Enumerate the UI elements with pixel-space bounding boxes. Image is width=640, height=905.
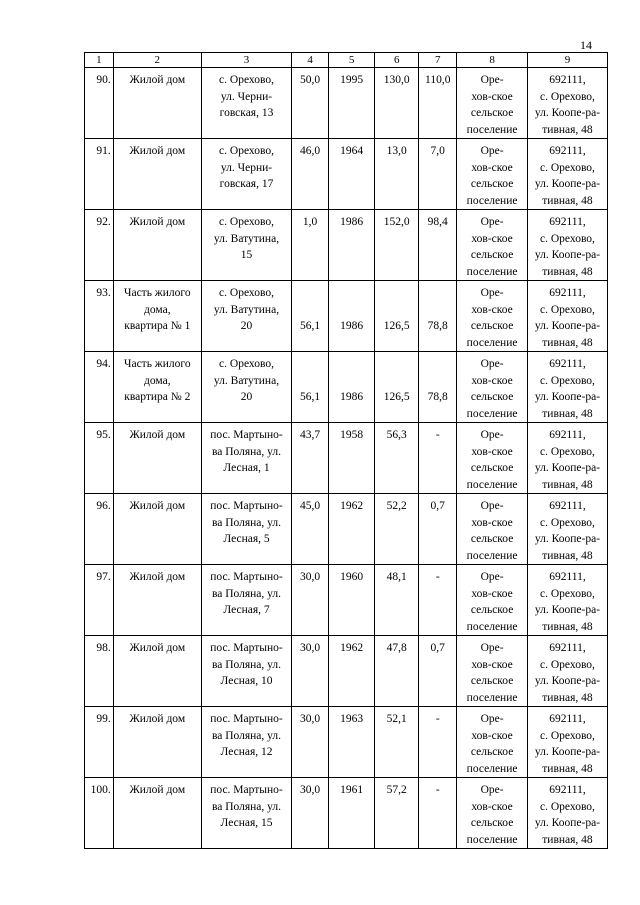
row-number: 95. [85, 423, 114, 494]
row-number: 93. [85, 281, 114, 352]
holder-address: 692111, с. Орехово, ул. Коопе-ра- тивная, 48 [527, 281, 607, 352]
year-value: 1962 [329, 494, 375, 565]
row-number: 100. [85, 778, 114, 849]
holder-address: 692111, с. Орехово, ул. Коопе-ра- тивная, 48 [527, 565, 607, 636]
object-address: с. Орехово, ул. Черни- говская, 17 [201, 139, 291, 210]
holder-address: 692111, с. Орехово, ул. Коопе-ра- тивная, 48 [527, 636, 607, 707]
object-address: с. Орехово, ул. Черни- говская, 13 [201, 68, 291, 139]
area-value: 56,1 [292, 352, 329, 423]
column-6-value: 47,8 [375, 636, 419, 707]
object-address: пос. Мартыно- ва Поляна, ул. Лесная, 1 [201, 423, 291, 494]
column-7-value: - [419, 778, 457, 849]
table-row [85, 423, 608, 494]
object-name: Жилой дом [113, 707, 201, 778]
year-value: 1958 [329, 423, 375, 494]
year-value: 1995 [329, 68, 375, 139]
column-header: 2 [113, 53, 201, 68]
column-7-value: - [419, 423, 457, 494]
object-name: Жилой дом [113, 68, 201, 139]
column-7-value: - [419, 707, 457, 778]
column-6-value: 52,2 [375, 494, 419, 565]
column-header: 1 [85, 53, 114, 68]
holder-address: 692111, с. Орехово, ул. Коопе-ра- тивная, 48 [527, 139, 607, 210]
object-address: пос. Мартыно- ва Поляна, ул. Лесная, 10 [201, 636, 291, 707]
page-number: 14 [580, 38, 592, 52]
settlement-name: Оре- хов-ское сельское поселение [457, 210, 528, 281]
column-6-value: 13,0 [375, 139, 419, 210]
row-number: 97. [85, 565, 114, 636]
column-7-value: 110,0 [419, 68, 457, 139]
column-header: 4 [292, 53, 329, 68]
row-number: 96. [85, 494, 114, 565]
row-number: 99. [85, 707, 114, 778]
area-value: 30,0 [292, 778, 329, 849]
year-value: 1964 [329, 139, 375, 210]
area-value: 30,0 [292, 565, 329, 636]
table-row [85, 494, 608, 565]
object-name: Жилой дом [113, 565, 201, 636]
column-6-value: 57,2 [375, 778, 419, 849]
year-value: 1960 [329, 565, 375, 636]
column-6-value: 130,0 [375, 68, 419, 139]
area-value: 43,7 [292, 423, 329, 494]
column-header: 7 [419, 53, 457, 68]
column-header: 8 [457, 53, 528, 68]
table-row [85, 68, 608, 139]
holder-address: 692111, с. Орехово, ул. Коопе-ра- тивная, 48 [527, 68, 607, 139]
column-number-row [85, 53, 608, 68]
year-value: 1961 [329, 778, 375, 849]
year-value: 1986 [329, 352, 375, 423]
area-value: 30,0 [292, 707, 329, 778]
settlement-name: Оре- хов-ское сельское поселение [457, 281, 528, 352]
settlement-name: Оре- хов-ское сельское поселение [457, 352, 528, 423]
settlement-name: Оре- хов-ское сельское поселение [457, 68, 528, 139]
object-address: пос. Мартыно- ва Поляна, ул. Лесная, 5 [201, 494, 291, 565]
settlement-name: Оре- хов-ское сельское поселение [457, 565, 528, 636]
holder-address: 692111, с. Орехово, ул. Коопе-ра- тивная, 48 [527, 778, 607, 849]
object-address: с. Орехово, ул. Ватутина, 20 [201, 281, 291, 352]
year-value: 1986 [329, 281, 375, 352]
holder-address: 692111, с. Орехово, ул. Коопе-ра- тивная, 48 [527, 352, 607, 423]
table-row [85, 565, 608, 636]
area-value: 1,0 [292, 210, 329, 281]
column-7-value: 0,7 [419, 494, 457, 565]
table-row [85, 139, 608, 210]
holder-address: 692111, с. Орехово, ул. Коопе-ра- тивная, 48 [527, 707, 607, 778]
column-7-value: 78,8 [419, 352, 457, 423]
column-header: 5 [329, 53, 375, 68]
column-6-value: 56,3 [375, 423, 419, 494]
area-value: 30,0 [292, 636, 329, 707]
year-value: 1962 [329, 636, 375, 707]
column-6-value: 48,1 [375, 565, 419, 636]
table-row [85, 778, 608, 849]
table-row [85, 281, 608, 352]
settlement-name: Оре- хов-ское сельское поселение [457, 707, 528, 778]
settlement-name: Оре- хов-ское сельское поселение [457, 778, 528, 849]
settlement-name: Оре- хов-ское сельское поселение [457, 636, 528, 707]
table-row [85, 210, 608, 281]
row-number: 92. [85, 210, 114, 281]
object-name: Жилой дом [113, 210, 201, 281]
column-7-value: 0,7 [419, 636, 457, 707]
column-6-value: 152,0 [375, 210, 419, 281]
column-header: 9 [527, 53, 607, 68]
object-address: пос. Мартыно- ва Поляна, ул. Лесная, 7 [201, 565, 291, 636]
year-value: 1963 [329, 707, 375, 778]
column-6-value: 126,5 [375, 352, 419, 423]
object-name: Жилой дом [113, 423, 201, 494]
settlement-name: Оре- хов-ское сельское поселение [457, 494, 528, 565]
holder-address: 692111, с. Орехово, ул. Коопе-ра- тивная, 48 [527, 210, 607, 281]
object-name: Жилой дом [113, 636, 201, 707]
area-value: 56,1 [292, 281, 329, 352]
object-address: с. Орехово, ул. Ватутина, 15 [201, 210, 291, 281]
table-row [85, 636, 608, 707]
holder-address: 692111, с. Орехово, ул. Коопе-ра- тивная, 48 [527, 494, 607, 565]
object-address: пос. Мартыно- ва Поляна, ул. Лесная, 12 [201, 707, 291, 778]
row-number: 91. [85, 139, 114, 210]
property-registry-table [84, 52, 608, 849]
table-row [85, 352, 608, 423]
column-header: 3 [201, 53, 291, 68]
object-name: Жилой дом [113, 494, 201, 565]
object-address: с. Орехово, ул. Ватутина, 20 [201, 352, 291, 423]
holder-address: 692111, с. Орехово, ул. Коопе-ра- тивная, 48 [527, 423, 607, 494]
column-6-value: 126,5 [375, 281, 419, 352]
settlement-name: Оре- хов-ское сельское поселение [457, 139, 528, 210]
area-value: 46,0 [292, 139, 329, 210]
object-address: пос. Мартыно- ва Поляна, ул. Лесная, 15 [201, 778, 291, 849]
row-number: 98. [85, 636, 114, 707]
column-6-value: 52,1 [375, 707, 419, 778]
column-7-value: 98,4 [419, 210, 457, 281]
column-7-value: - [419, 565, 457, 636]
settlement-name: Оре- хов-ское сельское поселение [457, 423, 528, 494]
table-row [85, 707, 608, 778]
row-number: 94. [85, 352, 114, 423]
area-value: 45,0 [292, 494, 329, 565]
year-value: 1986 [329, 210, 375, 281]
object-name: Жилой дом [113, 139, 201, 210]
column-7-value: 78,8 [419, 281, 457, 352]
object-name: Жилой дом [113, 778, 201, 849]
object-name: Часть жилого дома, квартира № 1 [113, 281, 201, 352]
object-name: Часть жилого дома, квартира № 2 [113, 352, 201, 423]
row-number: 90. [85, 68, 114, 139]
column-header: 6 [375, 53, 419, 68]
column-7-value: 7,0 [419, 139, 457, 210]
area-value: 50,0 [292, 68, 329, 139]
